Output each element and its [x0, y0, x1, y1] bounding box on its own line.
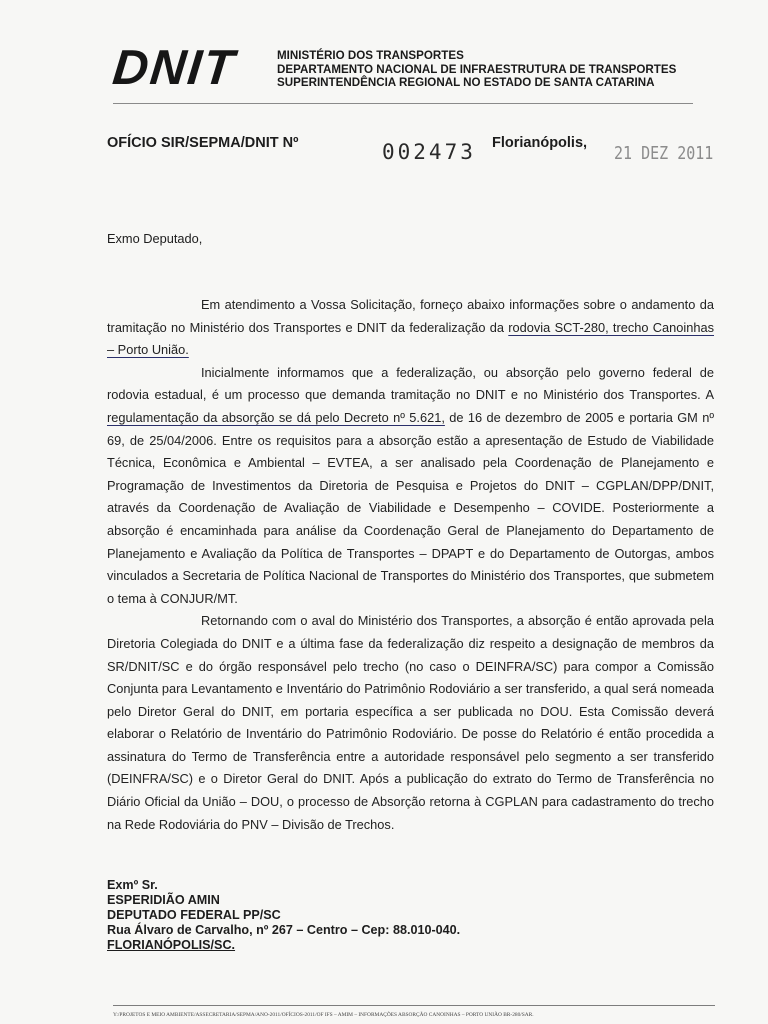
addressee-street: Rua Álvaro de Carvalho, nº 267 – Centro – Cep: 88.010-040. [107, 923, 461, 937]
addressee-city: FLORIANÓPOLIS/SC. [107, 938, 236, 952]
salutation: Exmo Deputado, [107, 231, 203, 246]
paragraph-2 [107, 362, 714, 611]
agency-block [277, 49, 676, 90]
paragraph-2-text-b: de 16 de dezembro de 2005 e portaria GM nº 69, de 25/04/2006. Entre os requisitos para a absorção estão a apresentação de Estudo de Viabilidade Técnica, Econômica e Ambiental – EVTEA, a ser analisado pela Coordenação de Planejamento e Programação de Investimentos da Diretoria de Pesquisa e Projetos do DNIT – CGPLAN/DPP/DNIT, através da Coordenação de Avaliação de Viabilidade e Desempenho – COVIDE. Posteriormente a absorção é encaminhada para análise da Coordenação Geral de Planejamento do Departamento de Planejamento e Avaliação da Política de Transportes – DPAPT e do Departamento de Outorgas, ambos vinculados a Secretaria de Política Nacional de Transportes do Ministério dos Transportes, que submetem o tema à CONJUR/MT. [107, 409, 714, 606]
footer-divider [113, 1005, 715, 1006]
paragraph-2-underlined: regulamentação da absorção se dá pelo Decreto nº 5.621, [107, 409, 445, 425]
letter-body [107, 294, 714, 836]
paragraph-1-underlined: rodovia SCT-280, trecho Canoinhas – Porto União. [107, 319, 714, 358]
oficio-label: OFÍCIO SIR/SEPMA/DNIT Nº [107, 135, 299, 151]
addressee-title: Exmº Sr. [107, 878, 158, 892]
paragraph-1 [107, 294, 714, 362]
city-label: Florianópolis, [492, 135, 588, 151]
dnit-logo: DNIT [110, 41, 239, 95]
addressee-role: DEPUTADO FEDERAL PP/SC [107, 908, 281, 922]
addressee-name: ESPERIDIÃO AMIN [107, 893, 220, 907]
paragraph-2-text-a: Inicialmente informamos que a federalização, ou absorção pelo governo federal de rodovia estadual, é um processo que demanda tramitação no DNIT e no Ministério dos Transportes. A [107, 364, 714, 403]
agency-line-department: DEPARTAMENTO NACIONAL DE INFRAESTRUTURA DE TRANSPORTES [277, 62, 677, 76]
agency-line-superintendence: SUPERINTENDÊNCIA REGIONAL NO ESTADO DE SANTA CATARINA [277, 76, 655, 89]
paragraph-3: Retornando com o aval do Ministério dos Transportes, a absorção é então aprovada pela Diretoria Colegiada do DNIT e a última fase da federalização diz respeito a designação de membros da SR/DNIT/SC e do órgão responsável pelo trecho (no caso o DEINFRA/SC) para compor a Comissão Conjunta para Levantamento e Inventário do Patrimônio Rodoviário a ser transferido, a qual será nomeada pelo Diretor Geral do DNIT, em portaria específica a ser publicada no DOU. Esta Comissão deverá elaborar o Relatório de Inventário do Patrimônio Rodoviário. De posse do Relatório é então procedida a assinatura do Termo de Transferência entre a autoridade responsável pelo segmento a ser transferido (DEINFRA/SC) e o Diretor Geral do DNIT. Após a publicação do extrato do Termo de Transferência no Diário Oficial da União – DOU, o processo de Absorção retorna à CGPLAN para cadastramento do trecho na Rede Rodoviária do PNV – Divisão de Trechos. [107, 613, 714, 832]
paragraph-1-text: Em atendimento a Vossa Solicitação, forneço abaixo informações sobre o andamento da tramitação no Ministério dos Transportes e DNIT da federalização da [107, 297, 714, 335]
addressee-block [107, 878, 460, 953]
header-divider [113, 103, 693, 104]
agency-line-ministry: MINISTÉRIO DOS TRANSPORTES [277, 49, 464, 62]
oficio-number: 002473 [382, 140, 476, 164]
date-stamp: 21 DEZ 2011 [614, 142, 714, 164]
footer-file-path: Y:/PROJETOS E MEIO AMBIENTE/ASSECRETARIA/SEPMA/ANO-2011/OFÍCIOS-2011/OF IFS – AMIM – INFORMAÇÕES ABSORÇÃO CANOINHAS – PORTO UNIÃO BR-280/SAR. [113, 1012, 534, 1018]
